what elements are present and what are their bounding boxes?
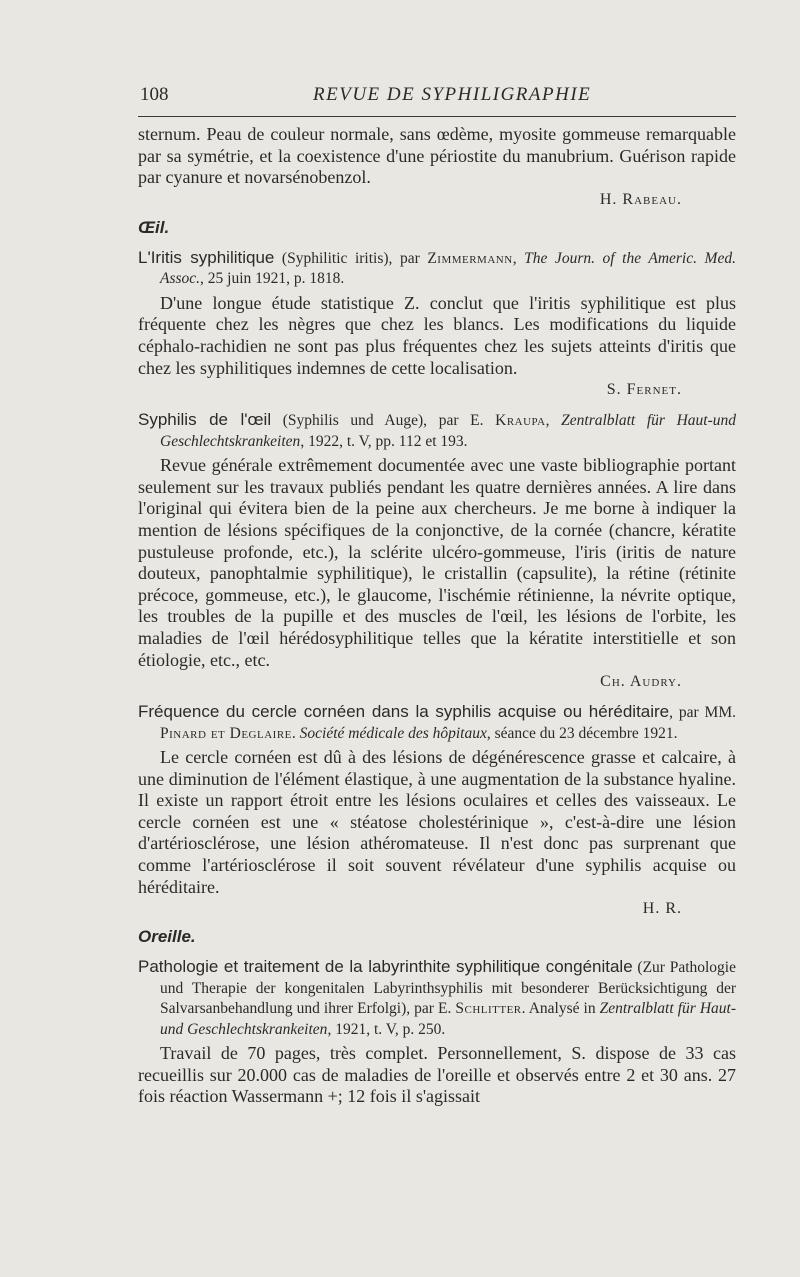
entry-title: Fréquence du cercle cornéen dans la syphilis acquise ou héréditaire xyxy=(138,702,670,722)
section-heading-oreille: Oreille. xyxy=(138,927,196,947)
entry-journal: Société médicale des hôpitaux xyxy=(299,724,487,742)
abstract-entry-cercle-corneen xyxy=(138,702,736,919)
entry-journal: The Journ. of the Americ. Med. Assoc. xyxy=(160,249,736,288)
journal-title: REVUE DE SYPHILIGRAPHIE xyxy=(313,84,592,105)
entry-author: Pinard et Deglaire xyxy=(160,724,292,742)
entry-reference xyxy=(138,702,736,744)
ref-text: . Analysé in xyxy=(521,1000,600,1018)
entry-journal: Zentralblatt für Haut-und Geschlechtskrankeiten xyxy=(160,412,737,450)
ref-text: , par MM. xyxy=(669,704,736,722)
intro-paragraph: sternum. Peau de couleur normale, sans œdème, myosite gommeuse remarquable par sa symétrie, et la coexistence d'une périostite du manubrium. Guérison rapide par cyanure et novarsénobenzol. xyxy=(138,124,736,188)
entry-signature: Ch. Audry. xyxy=(600,673,682,691)
ref-text: , xyxy=(512,249,525,267)
ref-text: , 1922, t. V, pp. 112 et 193. xyxy=(300,432,468,450)
ref-text: , séance du 23 décembre 1921. xyxy=(486,724,678,742)
ref-text: (Zur Pathologie und Therapie der kongenitalen Labyrinthsyphilis mit besonderer Berücksichtigung der Salvarsanbehandlung und ihrer Erfolgi), par E. xyxy=(160,959,736,1018)
entry-title: Syphilis de l'œil xyxy=(138,410,272,430)
entry-body: D'une longue étude statistique Z. conclut que l'iritis syphilitique est plus fréquente chez les nègres que chez les blancs. Les modifications du liquide céphalo-rachidien ne sont pas plus fréquentes chez les sujets atteints d'iritis que chez les syphilitiques indemnes de cette localisation. xyxy=(138,292,736,378)
entry-title: Pathologie et traitement de la labyrinthite syphilitique congénitale xyxy=(138,957,633,977)
entry-signature: S. Fernet. xyxy=(606,381,682,399)
entry-author: Zimmermann xyxy=(427,249,513,267)
abstract-entry-iritis xyxy=(138,248,736,400)
entry-author: Schlitter xyxy=(455,1000,522,1018)
abstract-entry-labyrinthite xyxy=(138,957,736,1108)
page-number: 108 xyxy=(140,84,169,105)
entry-reference xyxy=(138,410,736,452)
entry-author: Kraupa xyxy=(495,412,546,430)
ref-text: . xyxy=(291,724,300,742)
intro-signature: H. Rabeau. xyxy=(599,190,682,208)
ref-text: (Syphilis und Auge), par E. xyxy=(271,412,496,430)
entry-reference xyxy=(138,248,736,290)
header-rule xyxy=(138,116,736,117)
entry-body: Travail de 70 pages, très complet. Personnellement, S. dispose de 33 cas recueillis sur 20.000 cas de maladies de l'oreille et observés entre 2 et 30 ans. 27 fois réaction Wassermann +; 12 fois il s'agissait xyxy=(138,1043,736,1107)
page-content xyxy=(138,124,736,1108)
ref-text: , xyxy=(545,412,562,430)
running-head xyxy=(138,84,738,110)
section-heading-oeil: Œil. xyxy=(138,217,170,237)
ref-text: , 1921, t. V, p. 250. xyxy=(327,1020,446,1038)
entry-title: L'Iritis syphilitique xyxy=(138,247,275,267)
ref-text: , 25 juin 1921, p. 1818. xyxy=(200,270,345,288)
entry-reference xyxy=(138,957,736,1040)
entry-signature: H. R. xyxy=(642,900,682,918)
abstract-entry-syphilis-oeil xyxy=(138,410,736,692)
entry-body: Revue générale extrêmement documentée avec une vaste bibliographie portant seulement sur les travaux publiés pendant les quatre dernières années. A lire dans l'original qui évitera bien de la peine aux chercheurs. Je me borne à indiquer la mention de lésions spécifiques de la conjonctive, de la cornée (chancre, kératite pustuleuse profonde, etc.), la sclérite ulcéro-gommeuse, l'iris (iritis de nature douteux, panophtalmie syphilitique), le cristallin (capsulite), la rétine (rétinite précoce, gommeuse, etc.), le glaucome, l'ischémie rétinienne, la névrite optique, les troubles de la pupille et des muscles de l'œil, les lésions de l'orbite, les maladies de l'œil hérédosyphilitique telles que la kératite interstitielle et son étiologie, etc., etc. xyxy=(138,455,736,670)
ref-text: (Syphilitic iritis), par xyxy=(274,249,428,267)
entry-body: Le cercle cornéen est dû à des lésions de dégénérescence grasse et calcaire, à une diminution de l'élément élastique, à une augmentation de la substance hyaline. Il existe un rapport étroit entre les lésions oculaires et celles des vaisseaux. Le cercle cornéen est une « stéatose cholestérinique », c'est-à-dire une lésion d'artériosclérose, une lésion athéromateuse. Il n'est donc pas surprenant que comme l'artériosclérose il soit souvent révélateur d'une syphilis acquise ou héréditaire. xyxy=(138,747,736,897)
entry-journal: Zentralblatt für Haut-und Geschlechtskrankeiten xyxy=(160,1000,736,1038)
